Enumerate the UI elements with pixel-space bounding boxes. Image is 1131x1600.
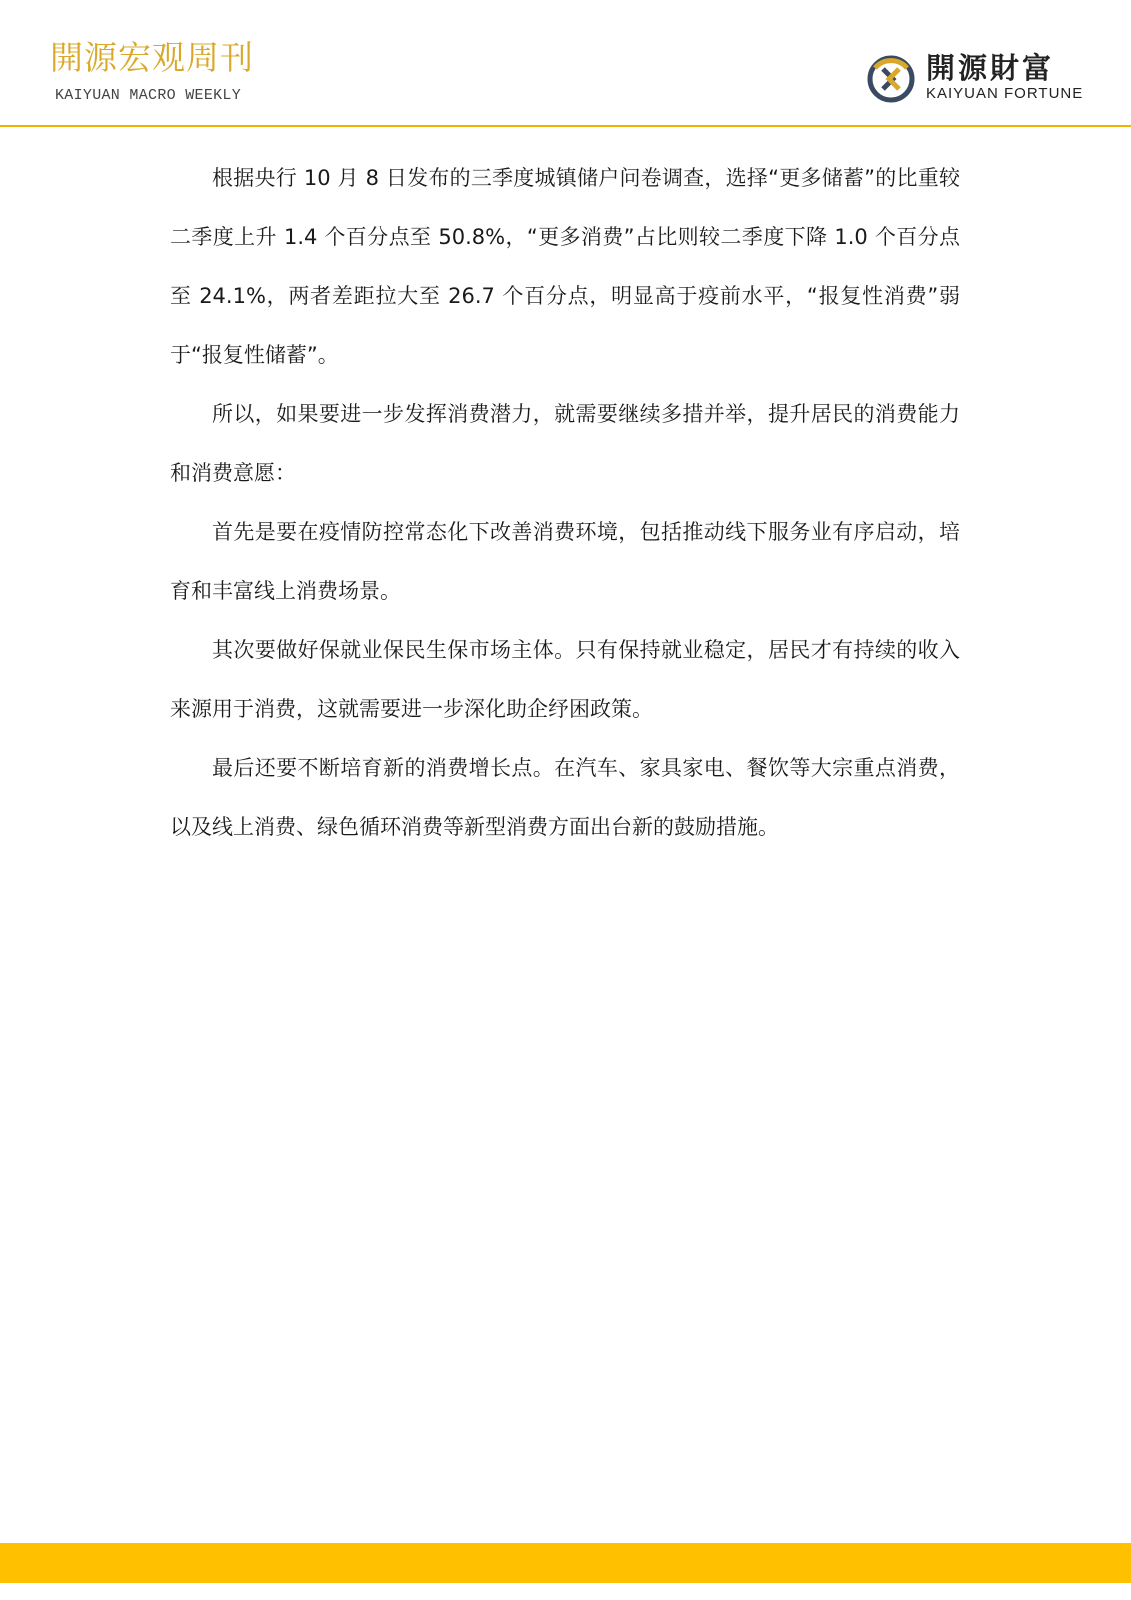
paragraph: 最后还要不断培育新的消费增长点。在汽车、家具家电、餐饮等大宗重点消费，以及线上消费、绿色循环消费等新型消费方面出台新的鼓励措施。 [170, 756, 960, 839]
kaiyuan-logo-icon [866, 54, 916, 104]
publication-subtitle: KAIYUAN MACRO WEEKLY [55, 87, 242, 104]
paragraph: 首先是要在疫情防控常态化下改善消费环境，包括推动线下服务业有序启动，培育和丰富线上消费场景。 [170, 520, 960, 603]
header-divider [0, 125, 1131, 127]
publication-title: 開源宏观周刊 [50, 38, 254, 77]
page-header [0, 0, 1131, 128]
logo-name-cn: 開源財富 [926, 51, 1055, 85]
brand-logo [866, 48, 1086, 108]
paragraph: 其次要做好保就业保民生保市场主体。只有保持就业稳定，居民才有持续的收入来源用于消费，这就需要进一步深化助企纾困政策。 [170, 638, 960, 721]
article-body [170, 149, 960, 857]
paragraph: 根据央行 10 月 8 日发布的三季度城镇储户问卷调查，选择“更多储蓄”的比重较二季度上升 1.4 个百分点至 50.8%，“更多消费”占比则较二季度下降 1.0 个百分点至 24.1%，两者差距拉大至 26.7 个百分点，明显高于疫前水平，“报复性消费”弱于“报复性储蓄”。 [170, 166, 960, 367]
paragraph: 所以，如果要进一步发挥消费潜力，就需要继续多措并举，提升居民的消费能力和消费意愿： [170, 402, 960, 485]
logo-name-en: KAIYUAN FORTUNE [926, 85, 1084, 102]
footer-band [0, 1543, 1131, 1583]
